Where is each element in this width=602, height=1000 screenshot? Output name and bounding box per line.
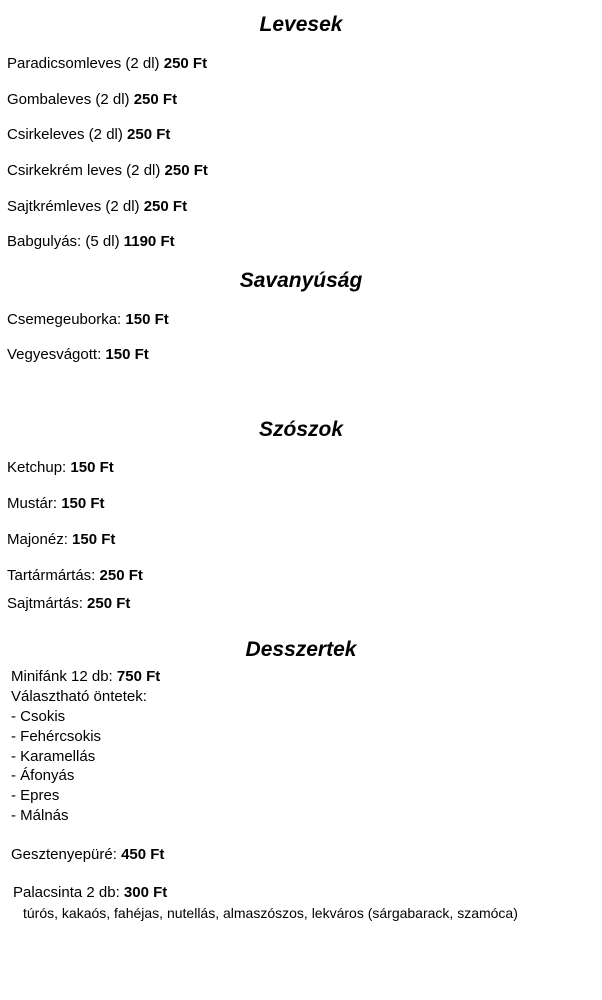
item-price: 150 Ft — [70, 459, 114, 476]
menu-item-csemegeuborka — [7, 311, 169, 329]
item-name: Ketchup: — [7, 459, 71, 476]
menu-item-babgulyas — [7, 233, 175, 251]
item-name: Csirkeleves (2 dl) — [7, 126, 128, 143]
menu-item-gesztenyepure — [11, 845, 164, 865]
menu-item-minifank — [11, 667, 160, 687]
menu-item-vegyesvagott — [7, 346, 149, 364]
item-name: Mustár: — [7, 495, 62, 512]
item-price: 250 Ft — [164, 162, 208, 179]
item-name: Sajtkrémleves (2 dl) — [7, 198, 144, 215]
item-price: 1190 Ft — [123, 233, 175, 250]
menu-item-sajtkremleves — [7, 198, 187, 216]
item-price: 300 Ft — [123, 884, 168, 901]
menu-item-palacsinta — [13, 883, 167, 903]
menu-item-paradicsomleves — [7, 55, 207, 73]
topping-item: - Karamellás — [11, 747, 96, 765]
toppings-list — [11, 707, 101, 826]
item-price: 250 Ft — [163, 55, 208, 72]
item-name: Tartármártás: — [7, 567, 100, 584]
item-name: Palacsinta 2 db: — [13, 884, 124, 901]
section-title-savanyusag: Savanyúság — [239, 269, 363, 292]
topping-item: - Málnás — [11, 806, 69, 824]
topping-item: - Csokis — [11, 708, 66, 725]
menu-item-gombaleves — [7, 91, 177, 109]
section-title-szoszok: Szószok — [258, 418, 344, 441]
item-name: Minifánk 12 db: — [11, 668, 117, 685]
item-price: 250 Ft — [87, 595, 131, 612]
menu-item-csirkeleves — [7, 126, 170, 144]
item-price: 150 Ft — [105, 346, 149, 363]
item-name: Vegyesvágott: — [7, 346, 106, 363]
topping-item: - Áfonyás — [11, 767, 75, 785]
menu-item-tartarmartas — [7, 567, 143, 585]
item-name: Csemegeuborka: — [7, 311, 126, 328]
item-price: 750 Ft — [116, 668, 161, 685]
menu-item-majonez — [7, 531, 115, 549]
item-price: 150 Ft — [72, 531, 116, 548]
menu-item-csirkekrem-leves — [7, 162, 208, 180]
toppings-label: Választható öntetek: — [11, 688, 147, 705]
menu-item-sajtmartas — [7, 595, 130, 613]
item-name: Csirkekrém leves (2 dl) — [7, 162, 165, 179]
menu-item-mustar — [7, 495, 105, 513]
item-price: 250 Ft — [143, 198, 188, 215]
item-price: 450 Ft — [121, 846, 165, 863]
palacsinta-fillings: túrós, kakaós, fahéjas, nutellás, almaszószos, lekváros (sárgabarack, szamóca) — [23, 905, 518, 921]
item-price: 250 Ft — [127, 126, 171, 143]
item-name: Gombaleves (2 dl) — [7, 91, 134, 108]
section-title-desszertek: Desszertek — [245, 638, 357, 661]
item-price: 150 Ft — [125, 311, 169, 328]
item-name: Babgulyás: (5 dl) — [7, 233, 124, 250]
item-name: Gesztenyepüré: — [11, 846, 122, 863]
topping-item: - Epres — [11, 787, 60, 805]
menu-item-ketchup — [7, 459, 114, 477]
item-price: 250 Ft — [99, 567, 143, 584]
topping-item: - Fehércsokis — [11, 727, 102, 745]
item-name: Paradicsomleves (2 dl) — [7, 55, 164, 72]
item-price: 150 Ft — [61, 495, 105, 512]
item-name: Sajtmártás: — [7, 595, 88, 612]
item-price: 250 Ft — [133, 91, 178, 108]
section-title-levesek: Levesek — [259, 13, 343, 36]
item-name: Majonéz: — [7, 531, 73, 548]
